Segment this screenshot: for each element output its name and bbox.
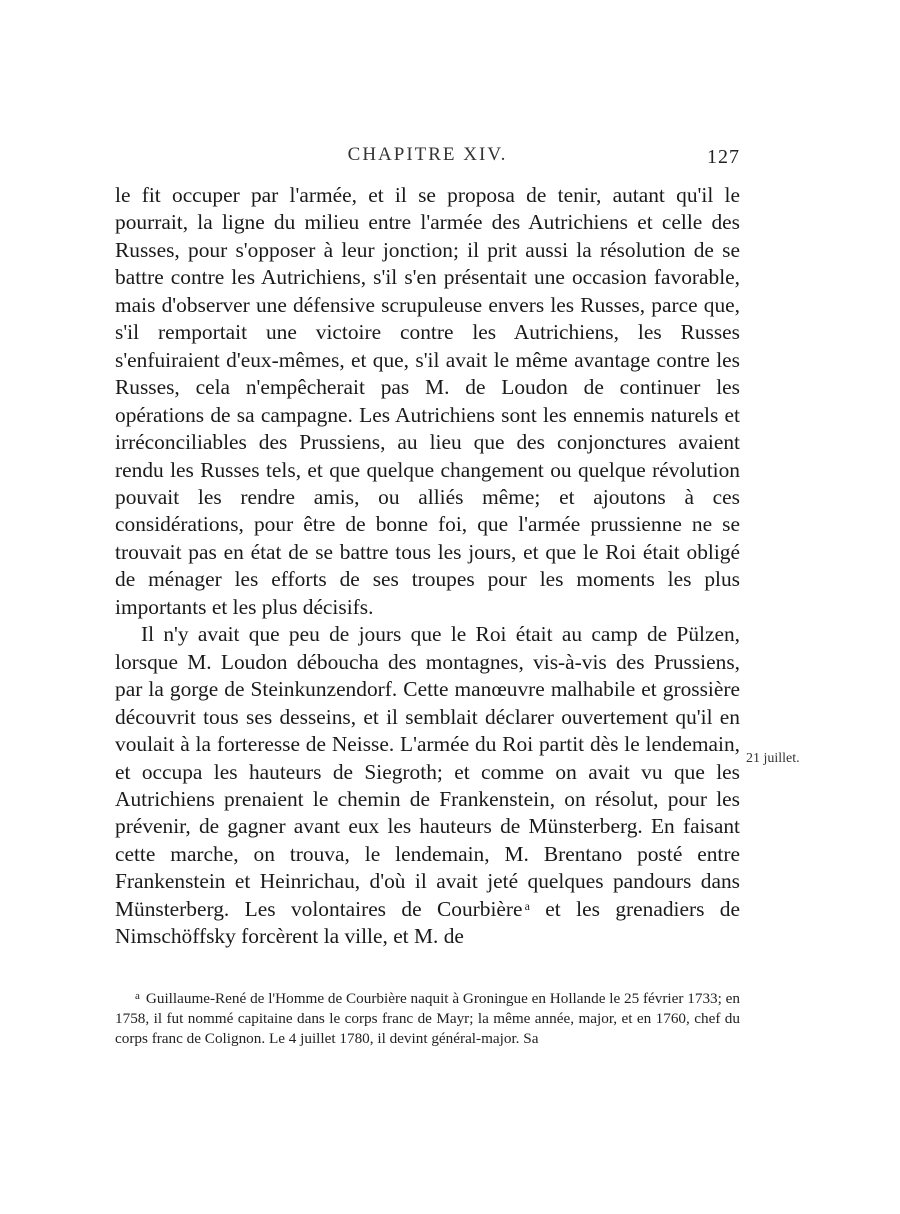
paragraph [115, 621, 740, 950]
footnote-mark: a [135, 990, 140, 1002]
footnote-reference[interactable]: a [524, 898, 530, 913]
chapter-title: CHAPITRE XIV. [347, 144, 508, 165]
body-text [115, 182, 740, 951]
margin-date-note: 21 juillet. [746, 751, 800, 766]
paragraph: le fit occuper par l'armée, et il se proposa de tenir, autant qu'il le pourrait, la ligne du milieu entre l'armée des Autrichiens et celle des Russes, pour s'opposer à leur jonction; il prit aussi la résolution de se battre contre les Autrichiens, s'il s'en présentait une occasion favorable, mais d'observer une défensive scrupuleuse envers les Russes, parce que, s'il remportait une victoire contre les Autrichiens, les Russes s'enfuiraient d'eux-mêmes, et que, s'il avait le même avantage contre les Russes, cela n'empêcherait pas M. de Loudon de continuer les opérations de sa campagne. Les Autrichiens sont les ennemis naturels et irréconciliables des Prussiens, au lieu que des conjonctures avaient rendu les Russes tels, et que quelque changement ou quelque révolution pouvait les rendre amis, ou alliés même; et ajoutons à ces considérations, pour être de bonne foi, que l'armée prussienne ne se trouvait pas en état de se battre tous les jours, et que le Roi était obligé de ménager les efforts de ses troupes pour les moments les plus importants et les plus décisifs. [115, 183, 740, 619]
footnote-text: Guillaume-René de l'Homme de Courbière naquit à Groningue en Hollande le 25 février 1733; en 1758, il fut nommé capitaine dans le corps franc de Mayr; la même année, major, et en 1760, chef du corps franc de Colignon. Le 4 juillet 1780, il devint général-major. Sa [115, 990, 740, 1047]
running-head [115, 144, 740, 174]
paragraph-text-end: et les grenadiers de Nimschöffsky forcèrent la ville, et M. de [115, 896, 740, 949]
page-number: 127 [707, 146, 740, 168]
paragraph-text: Il n'y avait que peu de jours que le Roi était au camp de Pülzen, lorsque M. Loudon déboucha des montagnes, vis-à-vis des Prussiens, par la gorge de Steinkunzendorf. Cette manœuvre malhabile et grossière découvrit tous ses desseins, et il semblait déclarer ouvertement qu'il en voulait à la forteresse de Neisse. L'armée du Roi partit dès le lendemain, et occupa les hauteurs de Siegroth; et comme on avait vu que les Autrichiens prenaient le chemin de Frankenstein, on résolut, pour les prévenir, de gagner avant eux les hauteurs de Münsterberg. En faisant cette marche, on trouva, le lendemain, M. Brentano posté entre Frankenstein et Heinrichau, d'où il avait jeté quelques pandours dans Münsterberg. Les volontaires de Courbière [115, 622, 740, 921]
footnote [115, 986, 740, 1049]
